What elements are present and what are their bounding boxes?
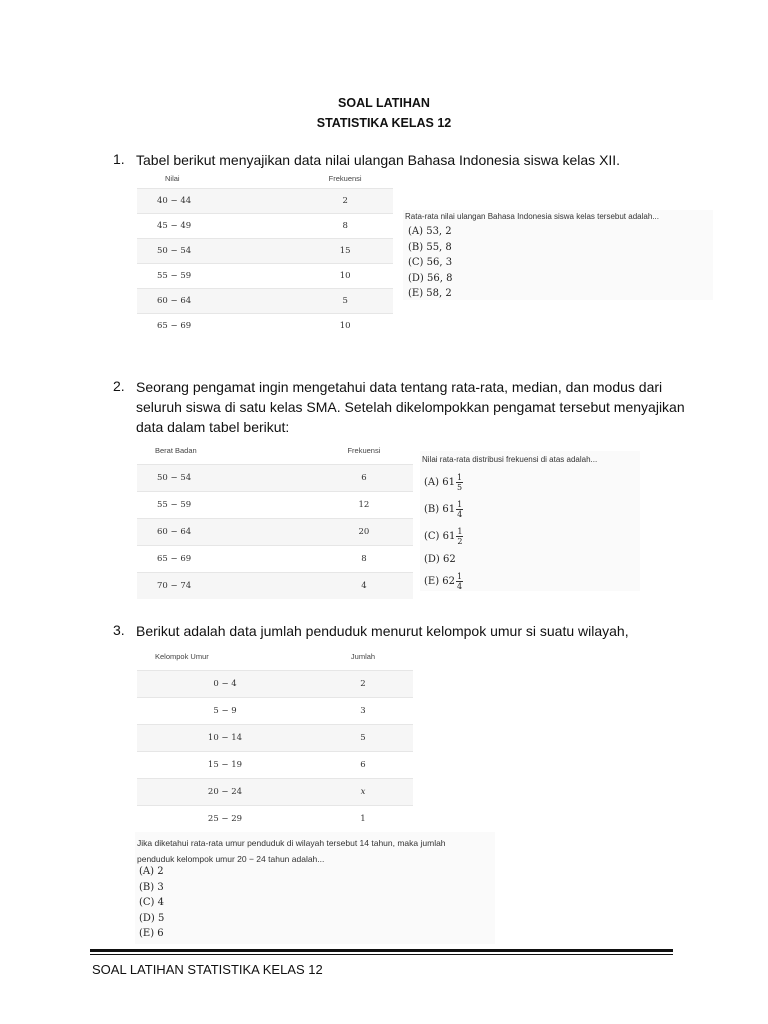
q3-table-image (137, 643, 413, 832)
q1-stem: Rata-rata nilai ulangan Bahasa Indonesia siswa kelas tersebut adalah... (405, 212, 659, 221)
q2-option-d (424, 550, 463, 568)
table-row (137, 805, 413, 832)
q2-option-label: (E) 62 (424, 576, 456, 587)
table-cell: 2 (297, 188, 393, 213)
table-cell: 20 − 24 (137, 778, 313, 805)
table-cell: 5 − 9 (137, 697, 313, 724)
table-header: Nilai (165, 174, 180, 184)
table-cell: 6 (315, 464, 413, 491)
q1-option-c: (C) 56, 3 (408, 257, 453, 268)
table-row (137, 724, 413, 751)
table-cell: 1 (313, 805, 413, 832)
q3-options (139, 864, 164, 942)
q2-answer-panel (420, 451, 640, 591)
q3-option-a: (A) 2 (139, 866, 164, 877)
q2-option-label: (A) 61 (424, 477, 455, 488)
q2-stem: Nilai rata-rata distribusi frekuensi di atas adalah... (422, 455, 598, 464)
table-row (137, 491, 413, 518)
table-header: Jumlah (350, 651, 376, 661)
fraction-numerator: 1 (457, 572, 463, 581)
q2-option-fraction (456, 500, 463, 519)
fraction-numerator: 1 (456, 473, 463, 482)
table-row (137, 751, 413, 778)
q2-option-label: (B) 61 (424, 504, 456, 515)
table-cell: 20 (315, 518, 413, 545)
table-row (137, 188, 393, 213)
table-cell: 15 (297, 238, 393, 263)
fraction-denominator: 5 (456, 483, 463, 492)
table-header: Berat Badan (155, 446, 197, 456)
table-cell: 4 (315, 572, 413, 599)
footer-rule-thin (90, 954, 673, 955)
table-cell: 10 (297, 263, 393, 288)
q2-text-line: data dalam tabel berikut: (136, 419, 290, 435)
q3-number: 3. (113, 622, 125, 638)
table-row (137, 572, 413, 599)
q2-option-label: (D) 62 (424, 553, 456, 565)
table-row (137, 464, 413, 491)
table-cell: 5 (297, 288, 393, 313)
table-cell: 12 (315, 491, 413, 518)
table-cell: 60 − 64 (137, 288, 297, 313)
q1-answer-panel (403, 210, 713, 300)
table-row (137, 313, 393, 338)
table-cell: 8 (315, 545, 413, 572)
q3-table (137, 643, 413, 832)
q3-option-e: (E) 6 (139, 928, 164, 939)
fraction-numerator: 1 (457, 527, 463, 536)
q2-option-c (424, 523, 463, 550)
q1-option-d: (D) 56, 8 (408, 272, 453, 284)
table-row (137, 213, 393, 238)
q1-text: Tabel berikut menyajikan data nilai ulangan Bahasa Indonesia siswa kelas XII. (136, 152, 621, 168)
q2-table (137, 438, 413, 599)
page-title: SOAL LATIHAN (338, 96, 430, 110)
q2-option-fraction (456, 572, 463, 591)
table-cell: 0 − 4 (137, 670, 313, 697)
table-row (137, 670, 413, 697)
q2-text-line: seluruh siswa di satu kelas SMA. Setelah dikelompokkan pengamat tersebut menyajikan (136, 399, 685, 415)
q2-option-a (424, 469, 463, 496)
table-cell: 65 − 69 (137, 313, 297, 338)
table-header: Frekuensi (347, 446, 381, 456)
q3-answer-panel (135, 832, 495, 944)
q3-stem-line: penduduk kelompok umur 20 − 24 tahun adalah... (137, 854, 325, 864)
fraction-denominator: 2 (457, 537, 463, 546)
table-row (137, 288, 393, 313)
q3-stem-line: Jika diketahui rata-rata umur penduduk di wilayah tersebut 14 tahun, maka jumlah (137, 838, 446, 848)
table-cell: 50 − 54 (137, 238, 297, 263)
table-cell: 5 (313, 724, 413, 751)
table-cell: 10 − 14 (137, 724, 313, 751)
table-cell: 8 (297, 213, 393, 238)
table-cell: 50 − 54 (137, 464, 315, 491)
q2-option-label: (C) 61 (424, 531, 456, 542)
table-header: Kelompok Umur (155, 651, 209, 661)
q1-option-a: (A) 53, 2 (408, 226, 452, 237)
q1-table-image (137, 170, 393, 338)
q2-text (136, 377, 685, 437)
table-cell: 6 (313, 751, 413, 778)
table-cell: 25 − 29 (137, 805, 313, 832)
table-row (137, 518, 413, 545)
table-cell: 55 − 59 (137, 263, 297, 288)
q3-text: Berikut adalah data jumlah penduduk menurut kelompok umur si suatu wilayah, (136, 623, 629, 639)
table-cell: 55 − 59 (137, 491, 315, 518)
q2-table-image (137, 438, 413, 599)
q2-options (424, 469, 463, 595)
fraction-denominator: 4 (457, 582, 463, 591)
fraction-numerator: 1 (457, 500, 463, 509)
q3-stem (137, 835, 446, 867)
q2-option-e (424, 568, 463, 595)
q3-option-c: (C) 4 (139, 897, 164, 908)
table-header: Frekuensi (328, 174, 362, 184)
table-cell: x (313, 778, 413, 805)
q3-option-d: (D) 5 (139, 912, 165, 924)
table-cell: 70 − 74 (137, 572, 315, 599)
q1-table (137, 170, 393, 338)
table-cell: 60 − 64 (137, 518, 315, 545)
table-row (137, 263, 393, 288)
page-subtitle: STATISTIKA KELAS 12 (316, 116, 452, 130)
q1-number: 1. (113, 151, 125, 167)
q2-option-b (424, 496, 463, 523)
q1-option-b: (B) 55, 8 (408, 241, 452, 253)
footer-rule-thick (90, 949, 673, 952)
q2-text-line: Seorang pengamat ingin mengetahui data tentang rata-rata, median, dan modus dari (136, 379, 663, 395)
table-cell: 10 (297, 313, 393, 338)
table-row (137, 697, 413, 724)
table-cell: 2 (313, 670, 413, 697)
q2-number: 2. (113, 378, 125, 394)
table-cell: 65 − 69 (137, 545, 315, 572)
table-cell: 3 (313, 697, 413, 724)
table-row (137, 778, 413, 805)
table-cell: 45 − 49 (137, 213, 297, 238)
table-row (137, 545, 413, 572)
q1-options (408, 224, 452, 302)
q2-option-fraction (456, 527, 463, 546)
q2-option-fraction (456, 473, 463, 492)
fraction-denominator: 4 (457, 510, 463, 519)
table-cell: 40 − 44 (137, 188, 297, 213)
q1-option-e: (E) 58, 2 (408, 288, 452, 299)
table-row (137, 238, 393, 263)
page-footer: SOAL LATIHAN STATISTIKA KELAS 12 (92, 962, 323, 977)
table-cell: 15 − 19 (137, 751, 313, 778)
q3-option-b: (B) 3 (139, 881, 164, 893)
